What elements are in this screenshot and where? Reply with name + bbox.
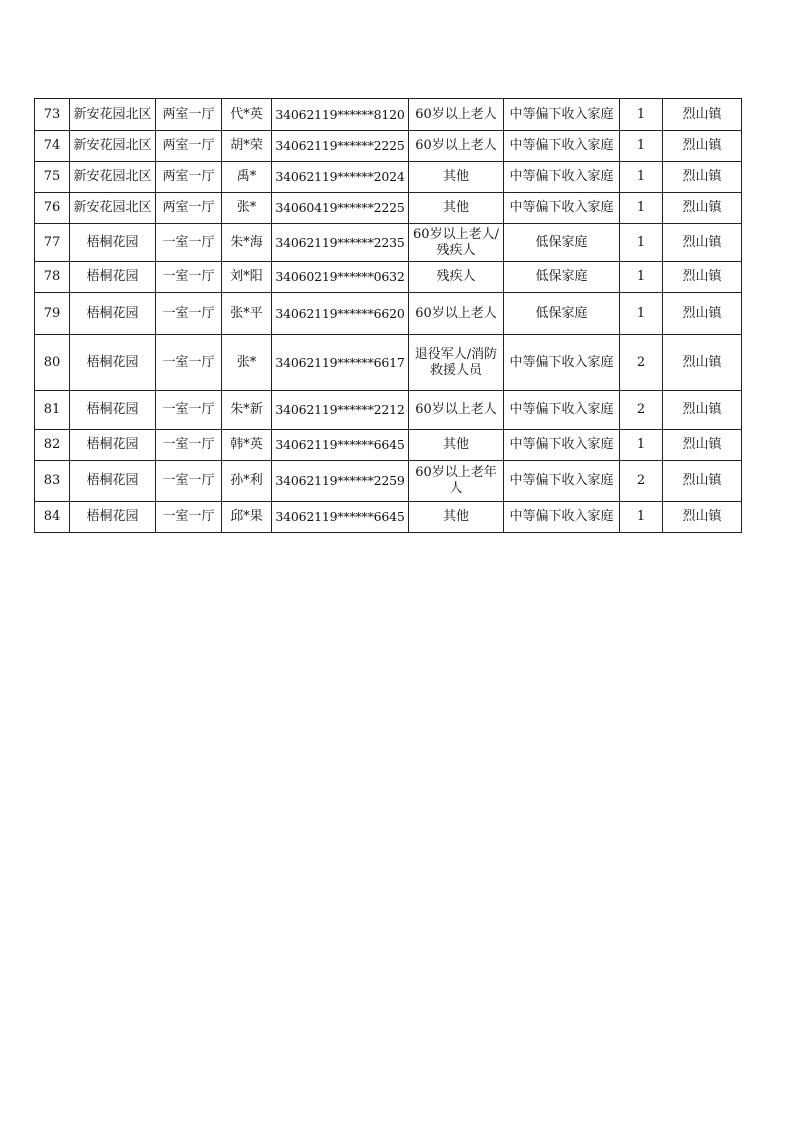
town-name: 烈山镇 xyxy=(663,502,742,533)
id-number: 34060419******2225 xyxy=(272,193,409,224)
row-number: 84 xyxy=(35,502,70,533)
id-number: 34062119******2212 xyxy=(272,391,409,430)
row-number: 73 xyxy=(35,99,70,131)
id-number: 34062119******2235 xyxy=(272,224,409,262)
household-count: 1 xyxy=(620,193,663,224)
applicant-name: 张*平 xyxy=(222,293,272,335)
row-number: 79 xyxy=(35,293,70,335)
room-layout: 一室一厅 xyxy=(156,461,222,502)
town-name: 烈山镇 xyxy=(663,162,742,193)
id-number: 34062119******6617 xyxy=(272,335,409,391)
town-name: 烈山镇 xyxy=(663,430,742,461)
household-count: 1 xyxy=(620,224,663,262)
applicant-name: 代*英 xyxy=(222,99,272,131)
community-name: 梧桐花园 xyxy=(70,461,156,502)
community-name: 新安花园北区 xyxy=(70,131,156,162)
applicant-category: 60岁以上老人 xyxy=(409,131,504,162)
room-layout: 两室一厅 xyxy=(156,99,222,131)
income-level: 低保家庭 xyxy=(504,224,620,262)
row-number: 82 xyxy=(35,430,70,461)
row-number: 83 xyxy=(35,461,70,502)
applicant-category: 60岁以上老年人 xyxy=(409,461,504,502)
table-row xyxy=(35,99,742,131)
income-level: 低保家庭 xyxy=(504,293,620,335)
room-layout: 一室一厅 xyxy=(156,430,222,461)
income-level: 中等偏下收入家庭 xyxy=(504,335,620,391)
id-number: 34062119******2225 xyxy=(272,131,409,162)
community-name: 新安花园北区 xyxy=(70,99,156,131)
row-number: 81 xyxy=(35,391,70,430)
household-count: 2 xyxy=(620,461,663,502)
room-layout: 一室一厅 xyxy=(156,293,222,335)
table-row xyxy=(35,193,742,224)
applicant-category: 其他 xyxy=(409,430,504,461)
community-name: 梧桐花园 xyxy=(70,430,156,461)
id-number: 34062119******6620 xyxy=(272,293,409,335)
household-count: 2 xyxy=(620,335,663,391)
household-count: 1 xyxy=(620,99,663,131)
row-number: 74 xyxy=(35,131,70,162)
town-name: 烈山镇 xyxy=(663,131,742,162)
town-name: 烈山镇 xyxy=(663,99,742,131)
community-name: 梧桐花园 xyxy=(70,293,156,335)
applicant-category: 其他 xyxy=(409,193,504,224)
income-level: 中等偏下收入家庭 xyxy=(504,391,620,430)
applicant-name: 禹* xyxy=(222,162,272,193)
applicant-name: 张* xyxy=(222,193,272,224)
applicant-name: 刘*阳 xyxy=(222,262,272,293)
applicant-category: 其他 xyxy=(409,502,504,533)
community-name: 梧桐花园 xyxy=(70,502,156,533)
table-row xyxy=(35,262,742,293)
applicant-name: 朱*海 xyxy=(222,224,272,262)
id-number: 34062119******8120 xyxy=(272,99,409,131)
table-row xyxy=(35,162,742,193)
household-count: 2 xyxy=(620,391,663,430)
applicant-category: 60岁以上老人/残疾人 xyxy=(409,224,504,262)
income-level: 中等偏下收入家庭 xyxy=(504,131,620,162)
id-number: 34060219******0632 xyxy=(272,262,409,293)
table-row xyxy=(35,502,742,533)
row-number: 77 xyxy=(35,224,70,262)
table-row xyxy=(35,293,742,335)
table-row xyxy=(35,461,742,502)
applicant-name: 朱*新 xyxy=(222,391,272,430)
town-name: 烈山镇 xyxy=(663,391,742,430)
income-level: 低保家庭 xyxy=(504,262,620,293)
room-layout: 一室一厅 xyxy=(156,391,222,430)
room-layout: 两室一厅 xyxy=(156,131,222,162)
income-level: 中等偏下收入家庭 xyxy=(504,502,620,533)
id-number: 34062119******6645 xyxy=(272,502,409,533)
community-name: 梧桐花园 xyxy=(70,391,156,430)
applicant-category: 残疾人 xyxy=(409,262,504,293)
household-count: 1 xyxy=(620,162,663,193)
row-number: 75 xyxy=(35,162,70,193)
applicant-name: 孙*利 xyxy=(222,461,272,502)
id-number: 34062119******2259 xyxy=(272,461,409,502)
household-count: 1 xyxy=(620,293,663,335)
room-layout: 一室一厅 xyxy=(156,335,222,391)
applicant-category: 60岁以上老人 xyxy=(409,391,504,430)
community-name: 梧桐花园 xyxy=(70,262,156,293)
records-table xyxy=(34,98,742,533)
applicant-category: 60岁以上老人 xyxy=(409,99,504,131)
town-name: 烈山镇 xyxy=(663,224,742,262)
room-layout: 两室一厅 xyxy=(156,162,222,193)
household-count: 1 xyxy=(620,262,663,293)
applicant-category: 其他 xyxy=(409,162,504,193)
household-count: 1 xyxy=(620,502,663,533)
table-row xyxy=(35,391,742,430)
room-layout: 两室一厅 xyxy=(156,193,222,224)
income-level: 中等偏下收入家庭 xyxy=(504,162,620,193)
community-name: 梧桐花园 xyxy=(70,224,156,262)
table-row xyxy=(35,335,742,391)
id-number: 34062119******2024 xyxy=(272,162,409,193)
income-level: 中等偏下收入家庭 xyxy=(504,193,620,224)
applicant-category: 退役军人/消防救援人员 xyxy=(409,335,504,391)
town-name: 烈山镇 xyxy=(663,193,742,224)
income-level: 中等偏下收入家庭 xyxy=(504,99,620,131)
town-name: 烈山镇 xyxy=(663,461,742,502)
id-number: 34062119******6645 xyxy=(272,430,409,461)
community-name: 梧桐花园 xyxy=(70,335,156,391)
applicant-name: 胡*荣 xyxy=(222,131,272,162)
row-number: 78 xyxy=(35,262,70,293)
table-row xyxy=(35,224,742,262)
household-count: 1 xyxy=(620,131,663,162)
room-layout: 一室一厅 xyxy=(156,502,222,533)
town-name: 烈山镇 xyxy=(663,335,742,391)
applicant-name: 邱*果 xyxy=(222,502,272,533)
town-name: 烈山镇 xyxy=(663,262,742,293)
records-body xyxy=(35,99,742,533)
income-level: 中等偏下收入家庭 xyxy=(504,430,620,461)
room-layout: 一室一厅 xyxy=(156,224,222,262)
row-number: 76 xyxy=(35,193,70,224)
applicant-name: 韩*英 xyxy=(222,430,272,461)
table-row xyxy=(35,430,742,461)
table-row xyxy=(35,131,742,162)
community-name: 新安花园北区 xyxy=(70,162,156,193)
household-count: 1 xyxy=(620,430,663,461)
room-layout: 一室一厅 xyxy=(156,262,222,293)
applicant-category: 60岁以上老人 xyxy=(409,293,504,335)
income-level: 中等偏下收入家庭 xyxy=(504,461,620,502)
row-number: 80 xyxy=(35,335,70,391)
applicant-name: 张* xyxy=(222,335,272,391)
town-name: 烈山镇 xyxy=(663,293,742,335)
community-name: 新安花园北区 xyxy=(70,193,156,224)
